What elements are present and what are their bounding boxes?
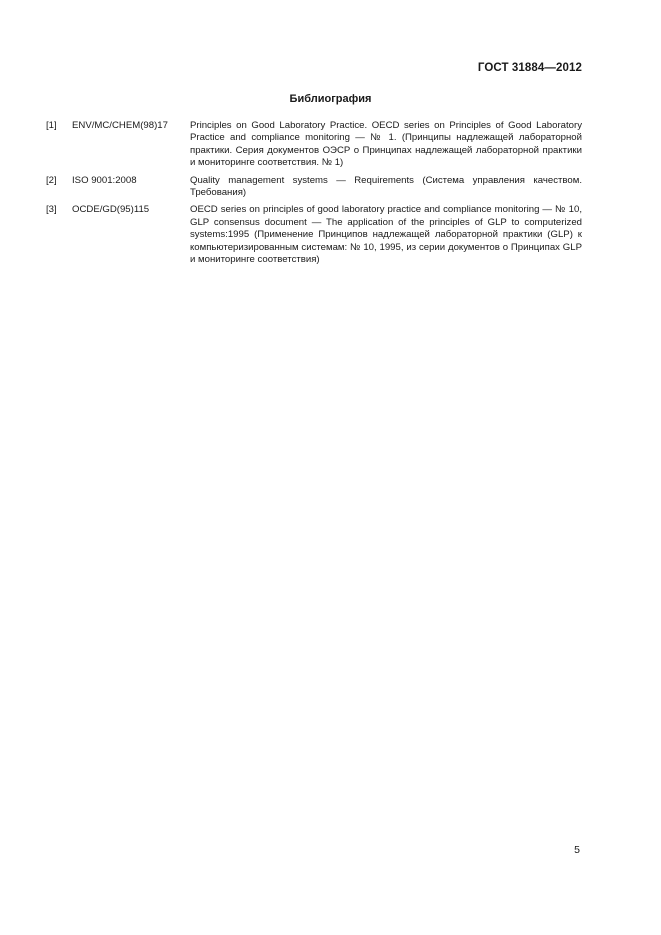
- bibliography-entry: [46, 204, 582, 266]
- entry-number: [3]: [46, 204, 57, 216]
- bibliography-entry: [46, 120, 582, 170]
- entry-code: OCDE/GD(95)115: [72, 204, 150, 216]
- entry-code: ENV/MC/CHEM(98)17: [72, 120, 168, 131]
- bibliography-list: [46, 120, 582, 271]
- section-title: Библиография: [289, 93, 372, 105]
- entry-code: ISO 9001:2008: [72, 174, 137, 186]
- page-number: 5: [574, 844, 580, 856]
- entry-text: Quality management systems — Requirements (Система управления качеством. Требования): [190, 174, 582, 199]
- entry-text: Principles on Good Laboratory Practice. OECD series on Principles of Good Laboratory Practice and compliance monitoring — № 1. (Принципы надлежащей лабораторной практики. Серия документов ОЭСР о Принципах надлежащей лабораторной практики и мониторинге соответствия. № 1): [190, 120, 582, 169]
- bibliography-entry: [46, 175, 582, 200]
- entry-number: [2]: [46, 174, 57, 186]
- entry-number: [1]: [46, 120, 57, 131]
- document-code: ГОСТ 31884—2012: [477, 62, 582, 74]
- entry-text: OECD series on principles of good laboratory practice and compliance monitoring — № 10, GLP consensus document — The application of the principles of GLP to computerized systems:1995 (Применение Принципов надлежащей лабораторной практики (GLP) к компьютеризированным системам: № 10, 1995, из серии документов о Принципах GLP и мониторинге соответствия): [190, 204, 582, 266]
